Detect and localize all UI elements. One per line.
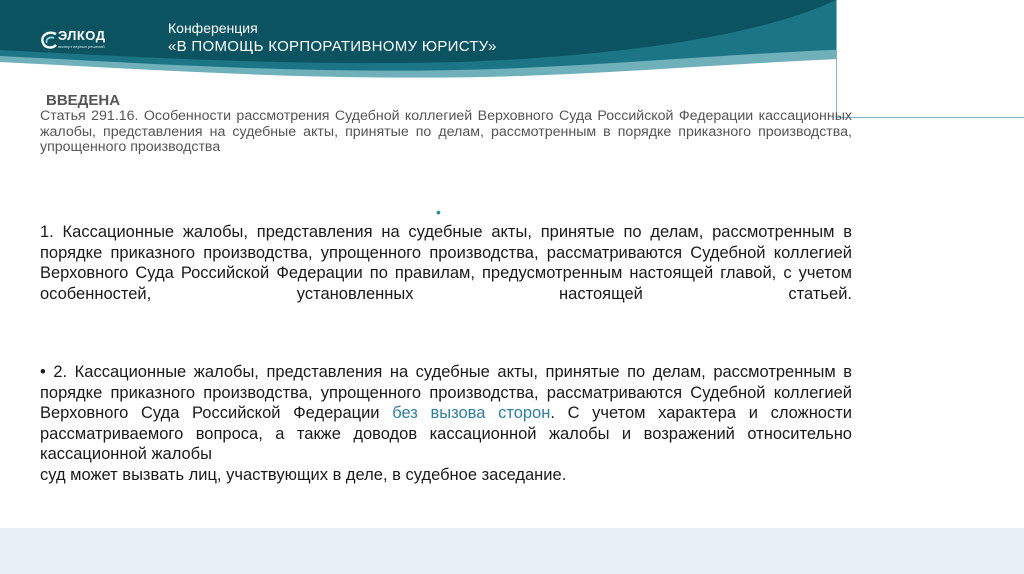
paragraph-1: 1. Кассационные жалобы, представления на судебные акты, принятые по делам, рассмотренным в порядке приказного производства, упрощенного производства, рассматриваются Судебной коллегией Верховного Суда Российской Федерации по правилам, предусмотренным настоящей главой, с учетом особенностей, установленных настоящей статьей. bbox=[40, 223, 852, 303]
article-title: Статья 291.16. Особенности рассмотрения Судебной коллегией Верховного Суда Российской Федерации кассационных жалобы, представления на судебные акты, принятые по делам, рассмотренным в порядке приказного производства, упрощенного производства bbox=[40, 108, 852, 155]
paragraph-2-last-line: суд может вызвать лиц, участвующих в деле, в судебное заседание. bbox=[40, 465, 567, 484]
paragraph-2-text-continued: . С учетом характера и сложности рассматриваемого вопроса, а также доводов кассационной жалобы и возражений относительно кассационной жалобы bbox=[40, 404, 853, 463]
intro-heading: ВВЕДЕНА bbox=[46, 92, 121, 109]
bullet-dot: • bbox=[436, 204, 441, 220]
logo-swirl-icon bbox=[40, 30, 58, 52]
paragraph-2 bbox=[40, 362, 852, 485]
intro-block bbox=[40, 92, 852, 156]
logo-tagline: эксперт верных решений bbox=[58, 44, 105, 49]
footer-band bbox=[0, 528, 1024, 574]
corner-frame bbox=[836, 0, 1024, 118]
logo-name: ЭЛКОД bbox=[58, 28, 106, 43]
highlight-no-parties: без вызова сторон bbox=[392, 404, 551, 422]
conference-title: «В ПОМОЩЬ КОРПОРАТИВНОМУ ЮРИСТУ» bbox=[168, 38, 497, 55]
conference-label: Конференция bbox=[168, 20, 258, 36]
paragraph-2-text: • 2. Кассационные жалобы, представления на судебные акты, принятые по делам, рассмотренным в порядке приказного производства, упрощенного производства, рассматриваются Судебной коллегией Верховного Суда Российской Федерации bbox=[40, 363, 852, 422]
